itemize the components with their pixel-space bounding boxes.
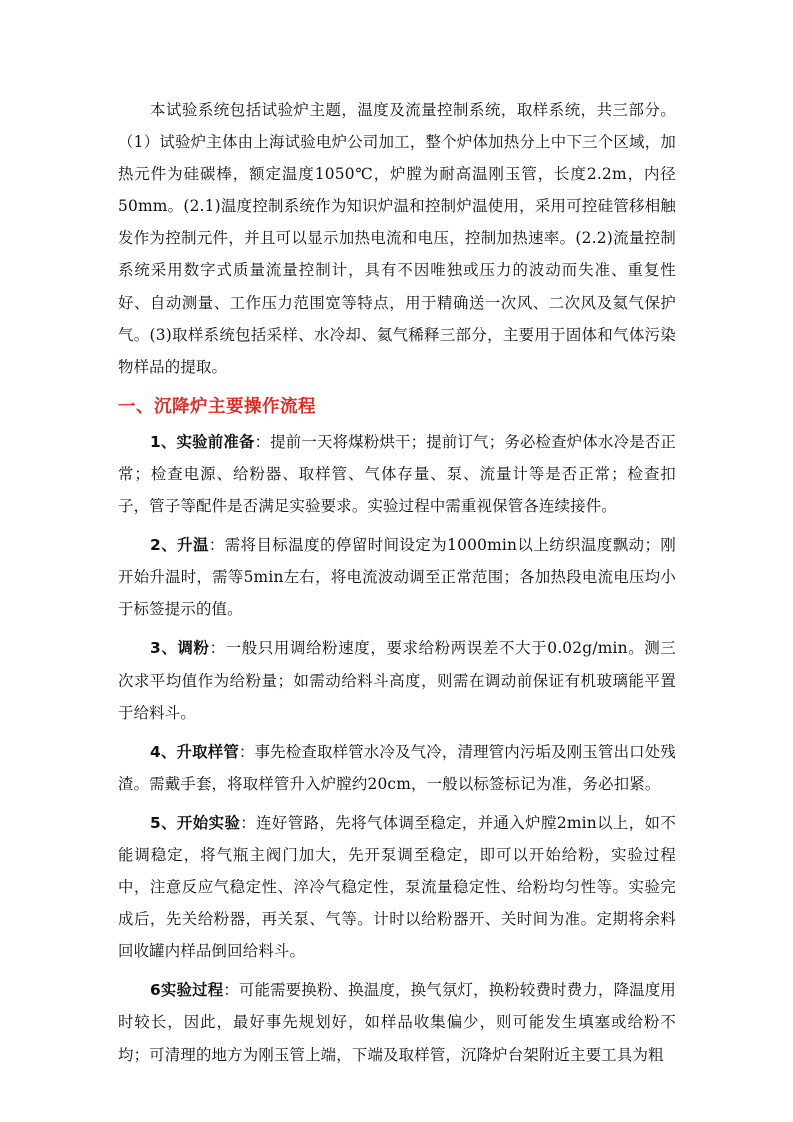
- step-label-3: 3、调粉: [150, 639, 210, 658]
- step-text-1: ：提前一天将煤粉烘干；提前订气；务必检查炉体水冷是否正常；检查电源、给粉器、取样管、气体存量、泵、流量计等是否正常；检查扣子，管子等配件是否满足实验要求。实验过程中需重视保管各连续接件。: [118, 432, 677, 516]
- step-paragraph-6: [118, 974, 676, 1070]
- step-paragraph-2: [118, 529, 676, 625]
- step-paragraph-4: [118, 736, 676, 800]
- step-paragraph-1: [118, 426, 676, 522]
- step-text-4: ：事先检查取样管水冷及气冷，清理管内污垢及刚玉管出口处残渣。需戴手套，将取样管升入炉膛约20cm，一般以标签标记为准，务必扣紧。: [118, 742, 676, 793]
- step-label-5: 5、开始实验: [150, 813, 241, 832]
- document-body: [118, 94, 676, 1071]
- section-heading: 一、沉降炉主要操作流程: [118, 396, 316, 417]
- step-paragraph-5: [118, 807, 676, 967]
- step-label-6: 6实验过程: [150, 981, 224, 1000]
- step-text-2: ：需将目标温度的停留时间设定为1000min以上纺织温度飘动；刚开始升温时，需等5min左右，将电流波动调至正常范围；各加热段电流电压均小于标签提示的值。: [118, 536, 677, 619]
- step-label-1: 1、实验前准备: [150, 432, 255, 451]
- step-text-5: ：连好管路，先将气体调至稳定，并通入炉膛2min以上，如不能调稳定，将气瓶主阀门加大，先开泵调至稳定，即可以开始给粉，实验过程中，注意反应气稳定性、淬冷气稳定性，泵流量稳定性、给粉均匀性等。实验完成后，先关给粉器，再关泵、气等。计时以给粉器开、关时间为准。定期将余料回收罐内样品倒回给料斗。: [118, 813, 676, 961]
- step-paragraph-3: [118, 632, 676, 728]
- step-text-3: ：一般只用调给粉速度，要求给粉两误差不大于0.02g/min。测三次求平均值作为给粉量；如需动给料斗高度，则需在调动前保证有机玻璃能平置于给料斗。: [118, 639, 676, 722]
- step-text-6: ：可能需要换粉、换温度，换气氛灯，换粉较费时费力，降温度用时较长，因此，最好事先规划好，如样品收集偏少，则可能发生填塞或给粉不均；可清理的地方为刚玉管上端，下端及取样管，沉降炉台架附近主要工具为粗: [118, 981, 676, 1064]
- intro-paragraph: 本试验系统包括试验炉主题，温度及流量控制系统，取样系统，共三部分。（1）试验炉主体由上海试验电炉公司加工，整个炉体加热分上中下三个区域，加热元件为硅碳棒，额定温度1050℃，炉膛为耐高温刚玉管，长度2.2m，内径50mm。(2.1)温度控制系统作为知识炉温和控制炉温使用，采用可控硅管移相触发作为控制元件，并且可以显示加热电流和电压，控制加热速率。(2.2)流量控制系统采用数字式质量流量控制计，具有不因唯独或压力的波动而失准、重复性好、自动测量、工作压力范围宽等特点，用于精确送一次风、二次风及氦气保护气。(3)取样系统包括采样、水冷却、氦气稀释三部分，主要用于固体和气体污染物样品的提取。: [118, 101, 676, 376]
- step-label-4: 4、升取样管: [150, 742, 239, 761]
- step-label-2: 2、升温: [150, 536, 209, 555]
